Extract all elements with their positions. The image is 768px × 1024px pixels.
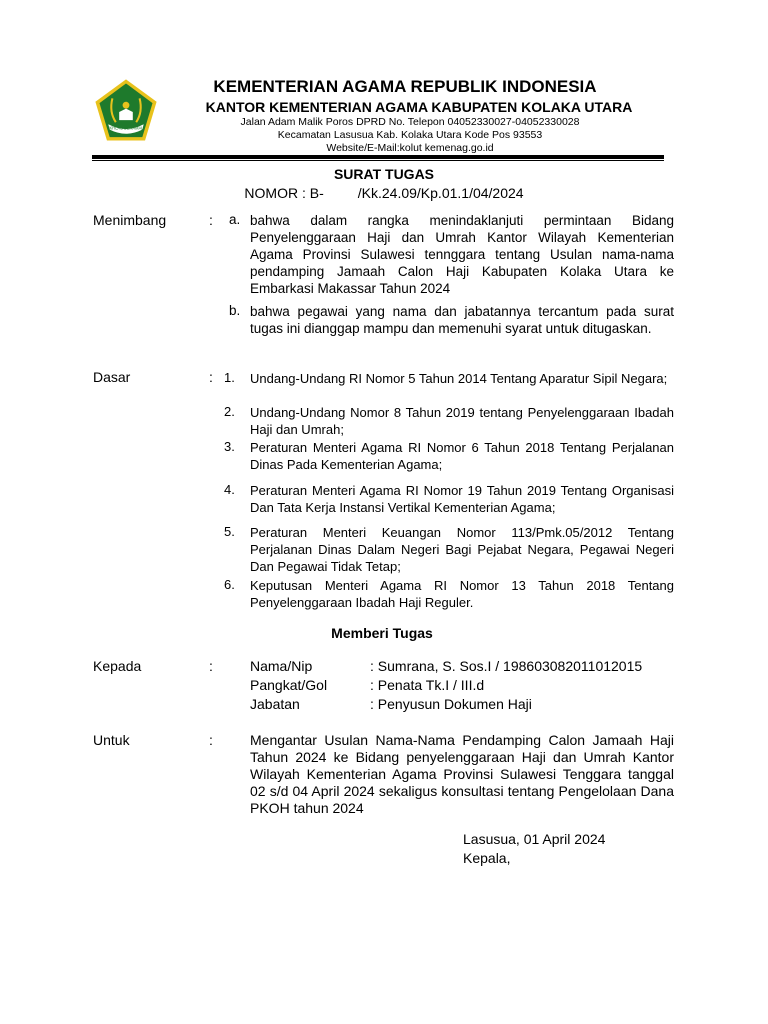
dasar-item-num: 4. [224, 482, 235, 497]
header-rule-thin [92, 160, 664, 161]
contact-line: Website/E-Mail:kolut kemenag.go.id [326, 142, 494, 154]
menimbang-a-mark: a. [229, 212, 241, 227]
office-name: KANTOR KEMENTERIAN AGAMA KABUPATEN KOLAKA UTARA [205, 99, 633, 115]
dasar-item-text: Undang-Undang Nomor 8 Tahun 2019 tentang Penyelenggaraan Ibadah Haji dan Umrah; [250, 405, 674, 437]
dasar-label: Dasar [93, 369, 131, 385]
dasar-item-num: 2. [224, 404, 235, 419]
kepada-label: Kepada [93, 658, 142, 674]
kepada-colon: : [209, 658, 213, 674]
number-prefix: NOMOR : B- [244, 185, 324, 201]
signature-place-date: Lasusua, 01 April 2024 [463, 831, 606, 847]
menimbang-colon: : [209, 212, 213, 228]
dasar-item-num: 6. [224, 577, 235, 592]
menimbang-label: Menimbang [93, 212, 167, 228]
dasar-item-text: Peraturan Menteri Agama RI Nomor 6 Tahun 2018 Tentang Perjalanan Dinas Pada Kementerian Agama; [250, 440, 674, 472]
dasar-item-text: Peraturan Menteri Agama RI Nomor 19 Tahun 2019 Tentang Organisasi Dan Tata Kerja Instansi Vertikal Kementerian Agama; [250, 483, 685, 515]
menimbang-b-text: bahwa pegawai yang nama dan jabatannya tercantum pada surat tugas ini dianggap mampu dan memenuhi syarat untuk ditugaskan. [250, 304, 674, 336]
address-line-1: Jalan Adam Malik Poros DPRD No. Telepon 04052330027-04052330028 [240, 116, 580, 128]
address-line-2: Kecamatan Lasusua Kab. Kolaka Utara Kode Pos 93553 [277, 129, 543, 141]
number-suffix: /Kk.24.09/Kp.01.1/04/2024 [357, 185, 524, 201]
dasar-item-num: 5. [224, 524, 235, 539]
kepada-value: : Penyusun Dokumen Haji [370, 696, 532, 712]
ministry-name: KEMENTERIAN AGAMA REPUBLIK INDONESIA [213, 77, 597, 96]
dasar-item-text: Peraturan Menteri Keuangan Nomor 113/Pmk.05/2012 Tentang Perjalanan Dinas Dalam Negeri Bagi Pejabat Negara, Pegawai Negeri Dan Pegawai Tidak Tetap; [250, 525, 674, 574]
untuk-text: Mengantar Usulan Nama-Nama Pendamping Calon Jamaah Haji Tahun 2024 ke Bidang penyelenggaraan Haji dan Umrah Kantor Wilayah Kementerian Agama Provinsi Sulawesi Tenggara tanggal 02 s/d 04 April 2024 sekaligus konsultasi tentang Pengelolaan Dana PKOH tahun 2024 [250, 732, 674, 816]
kepada-key: Jabatan [250, 696, 300, 712]
dasar-item-text: Undang-Undang RI Nomor 5 Tahun 2014 Tentang Aparatur Sipil Negara; [250, 371, 668, 386]
kepada-value: : Sumrana, S. Sos.I / 198603082011012015 [370, 658, 643, 674]
menimbang-a-text: bahwa dalam rangka menindaklanjuti permintaan Bidang Penyelenggaraan Haji dan Umrah Kantor Wilayah Kementerian Agama Provinsi Sulawesi tennggara tentang Usulan nama-nama pendamping Jamaah Calon Haji Kabupaten Kolaka Utara ke Embarkasi Makassar Tahun 2024 [250, 213, 674, 296]
kepada-key: Pangkat/Gol [250, 677, 328, 693]
kepada-value: : Penata Tk.I / III.d [370, 677, 485, 693]
dasar-item-num: 3. [224, 439, 235, 454]
logo-text: IKHLAS BERAMAL [108, 125, 144, 131]
menimbang-b-mark: b. [229, 303, 241, 318]
kepada-key: Nama/Nip [250, 658, 313, 674]
header-rule-thick [92, 155, 664, 159]
document-number [0, 185, 768, 201]
untuk-colon: : [209, 732, 213, 748]
letterhead [160, 76, 660, 155]
untuk-label: Untuk [93, 732, 130, 748]
dasar-item-text: Keputusan Menteri Agama RI Nomor 13 Tahun 2018 Tentang Penyelenggaraan Ibadah Haji Reguler. [250, 578, 674, 610]
signature-position: Kepala, [463, 850, 511, 866]
document-title: SURAT TUGAS [333, 166, 435, 182]
dasar-item-num: 1. [224, 370, 235, 385]
memberi-tugas-heading: Memberi Tugas [331, 625, 433, 641]
dasar-colon: : [209, 369, 213, 385]
